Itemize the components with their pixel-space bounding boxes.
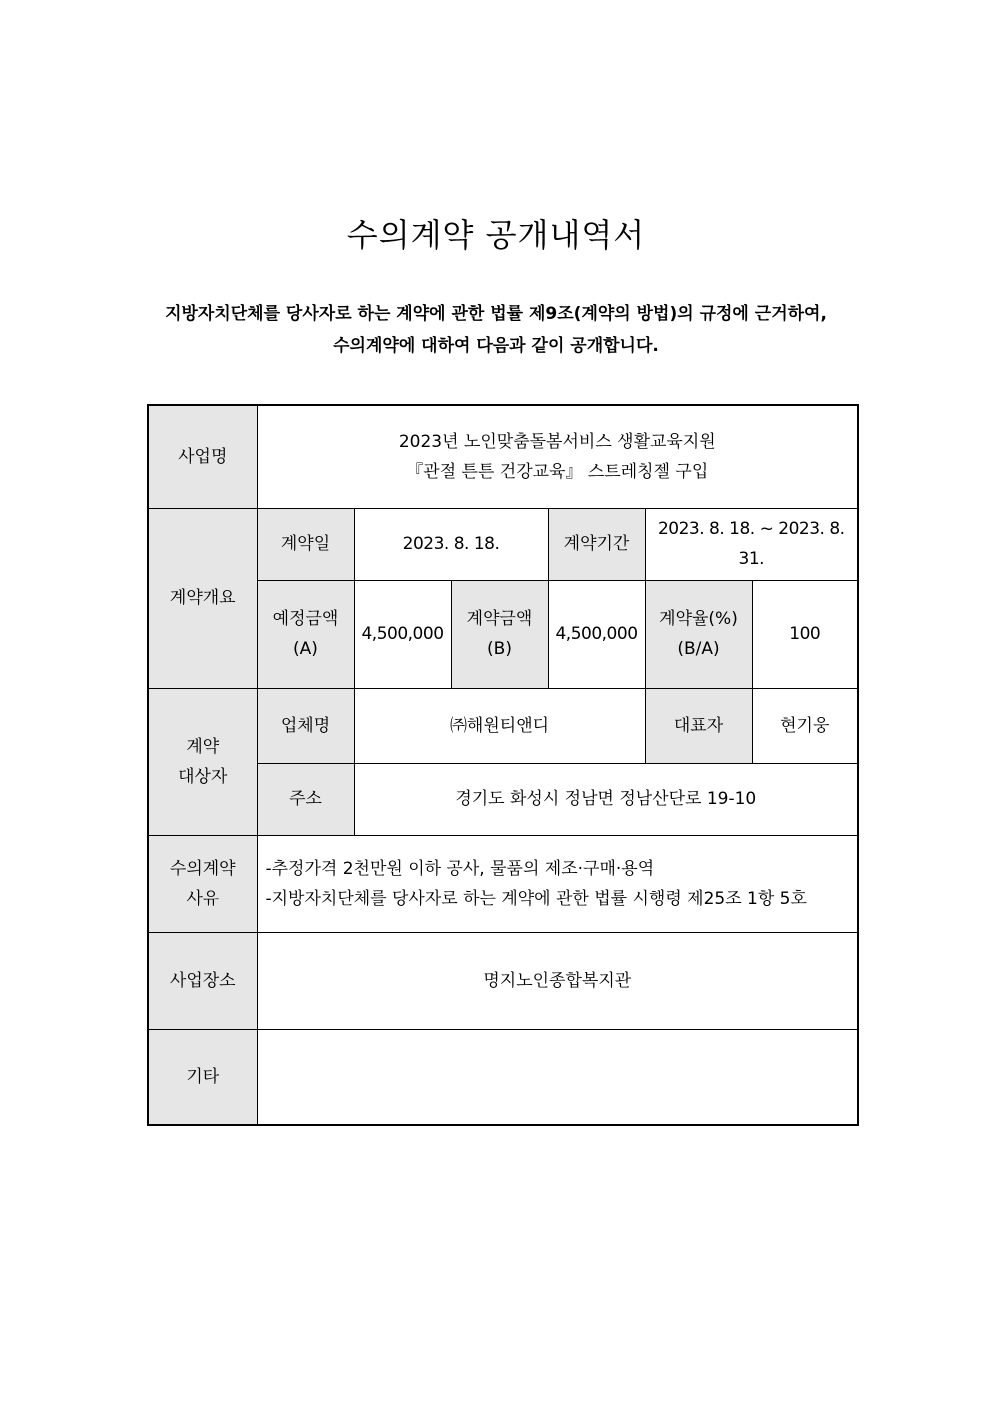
reason-label-line-1: 수의계약 bbox=[169, 858, 236, 879]
estimated-amount-label bbox=[257, 580, 354, 688]
contract-amount-label bbox=[451, 580, 548, 688]
row-reason bbox=[148, 835, 858, 932]
row-overview-1 bbox=[148, 508, 858, 580]
rate-label-line-1: 계약율(%) bbox=[659, 609, 738, 629]
intro-text bbox=[0, 298, 992, 362]
rate-label bbox=[645, 580, 752, 688]
overview-label: 계약개요 bbox=[148, 508, 257, 688]
contract-amount-label-line-2: (B) bbox=[487, 639, 512, 659]
location-value: 명지노인종합복지관 bbox=[257, 932, 858, 1029]
row-project bbox=[148, 405, 858, 508]
estimated-label-line-1: 예정금액 bbox=[272, 609, 339, 629]
contract-table bbox=[147, 404, 859, 1126]
intro-line-1: 지방자치단체를 당사자로 하는 계약에 관한 법률 제9조(계약의 방법)의 규정에 근거하여, bbox=[165, 304, 827, 324]
rate-value: 100 bbox=[752, 580, 858, 688]
reason-line-2: -지방자치단체를 당사자로 하는 계약에 관한 법률 시행령 제25조 1항 5호 bbox=[265, 888, 807, 909]
row-counterparty-1 bbox=[148, 688, 858, 763]
estimated-label-line-2: (A) bbox=[293, 639, 318, 659]
page-title: 수의계약 공개내역서 bbox=[346, 216, 646, 254]
reason-label-line-2: 사유 bbox=[186, 888, 220, 909]
contract-amount-label-line-1: 계약금액 bbox=[466, 609, 533, 629]
company-value: ㈜해원티앤디 bbox=[354, 688, 645, 763]
project-value bbox=[257, 405, 858, 508]
counterparty-label bbox=[148, 688, 257, 835]
address-value: 경기도 화성시 정남면 정남산단로 19-10 bbox=[354, 763, 858, 835]
intro-line-2: 수의계약에 대하여 다음과 같이 공개합니다. bbox=[333, 336, 659, 356]
reason-label bbox=[148, 835, 257, 932]
contract-amount-value: 4,500,000 bbox=[548, 580, 645, 688]
address-label: 주소 bbox=[257, 763, 354, 835]
contract-period-label: 계약기간 bbox=[548, 508, 645, 580]
project-line-1: 2023년 노인맞춤돌봄서비스 생활교육지원 bbox=[398, 431, 716, 452]
contract-period-value: 2023. 8. 18. ~ 2023. 8. 31. bbox=[645, 508, 858, 580]
rate-label-line-2: (B/A) bbox=[677, 639, 720, 659]
reason-value bbox=[257, 835, 858, 932]
ceo-value: 현기웅 bbox=[752, 688, 858, 763]
row-location bbox=[148, 932, 858, 1029]
company-label: 업체명 bbox=[257, 688, 354, 763]
project-line-2: 『관절 튼튼 건강교육』 스트레칭젤 구입 bbox=[406, 461, 709, 482]
etc-value bbox=[257, 1029, 858, 1125]
estimated-amount-value: 4,500,000 bbox=[354, 580, 451, 688]
counterparty-label-line-1: 계약 bbox=[186, 736, 220, 757]
counterparty-label-line-2: 대상자 bbox=[178, 766, 228, 787]
reason-line-1: -추정가격 2천만원 이하 공사, 물품의 제조·구매·용역 bbox=[265, 858, 655, 879]
location-label: 사업장소 bbox=[148, 932, 257, 1029]
etc-label: 기타 bbox=[148, 1029, 257, 1125]
contract-date-label: 계약일 bbox=[257, 508, 354, 580]
contract-date-value: 2023. 8. 18. bbox=[354, 508, 548, 580]
ceo-label: 대표자 bbox=[645, 688, 752, 763]
row-etc bbox=[148, 1029, 858, 1125]
project-label: 사업명 bbox=[148, 405, 257, 508]
